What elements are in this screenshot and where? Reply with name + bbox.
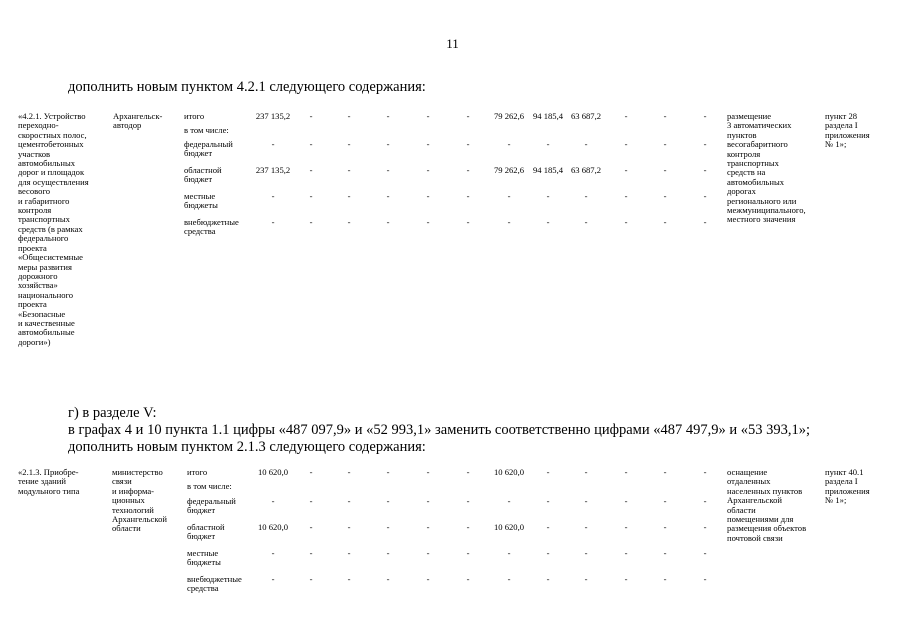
measure-name-line: «4.2.1. Устройство	[18, 111, 86, 121]
measure-name-line: проекта	[18, 299, 47, 310]
expected-result	[727, 468, 806, 543]
amount-cell: -	[386, 548, 390, 558]
amount-cell: -	[584, 496, 588, 506]
amount-cell: -	[663, 467, 667, 477]
reference-line: раздела I	[825, 476, 858, 487]
funding-source-line: средства	[184, 226, 216, 237]
amount-cell: -	[386, 496, 390, 506]
amount-cell: -	[624, 165, 628, 175]
amount-cell: -	[663, 574, 667, 584]
reference-line: № 1»;	[825, 495, 847, 506]
expected-result-line: контроля	[727, 148, 761, 159]
amount-cell: -	[703, 139, 707, 149]
funding-source-line: итого	[187, 467, 208, 477]
reference-line: приложения	[825, 485, 870, 496]
amount-cell: -	[426, 165, 430, 175]
funding-source	[187, 482, 232, 491]
amount-cell: -	[703, 496, 707, 506]
amount-cell: 94 185,4	[532, 165, 564, 175]
funding-source	[184, 192, 218, 211]
funding-source-line: в том числе:	[184, 125, 229, 135]
amount-cell: -	[271, 496, 275, 506]
amount-cell: -	[426, 111, 430, 121]
expected-result-line: местного значения	[727, 214, 796, 225]
executor-line: и информа-	[112, 485, 155, 496]
measure-name	[18, 468, 79, 496]
amount-cell: -	[347, 548, 351, 558]
amount-cell: -	[426, 217, 430, 227]
executor	[112, 468, 167, 534]
expected-result-line: регионального или	[727, 195, 797, 206]
amount-cell: -	[624, 574, 628, 584]
executor-line: автодор	[113, 120, 142, 131]
amount-cell: -	[271, 548, 275, 558]
amount-cell: -	[584, 191, 588, 201]
amount-cell: 237 135,2	[255, 111, 291, 121]
amount-cell: -	[624, 548, 628, 558]
amount-cell: -	[584, 467, 588, 477]
amount-cell: -	[703, 191, 707, 201]
amount-cell: -	[703, 548, 707, 558]
measure-name-line: весового	[18, 186, 51, 197]
amount-cell: 94 185,4	[532, 111, 564, 121]
amount-cell: -	[309, 191, 313, 201]
funding-source-line: областной	[187, 522, 225, 532]
funding-source-line: бюджеты	[184, 200, 218, 211]
amount-cell: 10 620,0	[257, 522, 289, 532]
amount-cell: -	[584, 522, 588, 532]
executor-line: министерство	[112, 467, 163, 477]
amount-cell: -	[624, 467, 628, 477]
amount-cell: -	[546, 548, 550, 558]
amount-cell: -	[663, 139, 667, 149]
amount-cell: -	[546, 217, 550, 227]
expected-result-line: размещения объектов	[727, 523, 807, 534]
reference-line: раздела I	[825, 120, 858, 131]
instruction-add-4-2-1: дополнить новым пунктом 4.2.1 следующего содержания:	[68, 79, 426, 95]
section-v-heading: г) в разделе V:	[68, 405, 157, 421]
amount-cell: -	[309, 574, 313, 584]
measure-name	[18, 112, 89, 347]
amount-cell: 79 262,6	[493, 111, 525, 121]
amount-cell: -	[309, 111, 313, 121]
amount-cell: -	[386, 467, 390, 477]
expected-result-line: весогабаритного	[727, 139, 788, 150]
reference-line: пункт 28	[825, 111, 858, 121]
funding-source-line: внебюджетные	[187, 574, 242, 584]
amount-cell: -	[624, 111, 628, 121]
amount-cell: -	[466, 165, 470, 175]
funding-source	[187, 549, 221, 568]
measure-name-line: переходно-	[18, 120, 59, 131]
funding-source	[187, 575, 242, 594]
amount-cell: -	[271, 217, 275, 227]
amount-cell: -	[546, 467, 550, 477]
amount-cell: -	[271, 191, 275, 201]
amount-cell: -	[466, 139, 470, 149]
funding-source	[187, 497, 236, 516]
measure-name-line: хозяйства»	[18, 280, 58, 291]
amount-cell: -	[663, 217, 667, 227]
expected-result-line: отдаленных	[727, 476, 771, 487]
amount-cell: -	[347, 111, 351, 121]
funding-source-line: бюджет	[187, 531, 216, 542]
expected-result-line: Архангельской	[727, 495, 782, 506]
amount-cell: -	[703, 467, 707, 477]
funding-source-line: местные	[184, 191, 216, 201]
amount-cell: -	[507, 139, 511, 149]
amount-cell: -	[347, 217, 351, 227]
amount-cell: -	[347, 467, 351, 477]
executor-line: ционных	[112, 495, 145, 506]
amount-cell: -	[703, 217, 707, 227]
amount-cell: -	[347, 496, 351, 506]
funding-source-line: средства	[187, 583, 219, 594]
expected-result-line: размещение	[727, 111, 772, 121]
funding-source	[184, 166, 222, 185]
funding-source	[184, 112, 204, 121]
amount-cell: -	[309, 165, 313, 175]
amount-cell: -	[624, 191, 628, 201]
amount-cell: 63 687,2	[570, 165, 602, 175]
amount-cell: -	[271, 139, 275, 149]
expected-result-line: 3 автоматических	[727, 120, 792, 131]
amount-cell: -	[386, 574, 390, 584]
amount-cell: -	[546, 139, 550, 149]
funding-source	[187, 468, 207, 477]
funding-source-line: бюджет	[184, 148, 213, 159]
amount-cell: -	[466, 111, 470, 121]
instruction-add-2-1-3: дополнить новым пунктом 2.1.3 следующего содержания:	[68, 439, 426, 455]
expected-result-line: межмуниципального,	[727, 205, 806, 216]
executor-line: связи	[112, 476, 132, 487]
measure-name-line: контроля	[18, 205, 52, 216]
amount-cell: -	[546, 496, 550, 506]
amount-cell: -	[507, 548, 511, 558]
measure-name-line: участков	[18, 148, 51, 159]
amount-cell: 10 620,0	[493, 467, 525, 477]
measure-name-line: цементобетонных	[18, 139, 84, 150]
executor	[113, 112, 162, 131]
expected-result-line: почтовой связи	[727, 532, 783, 543]
amount-cell: -	[663, 548, 667, 558]
measure-name-line: «Общесистемные	[18, 252, 83, 263]
measure-name-line: автомобильные	[18, 327, 75, 338]
amount-cell: 10 620,0	[257, 467, 289, 477]
expected-result-line: средств на	[727, 167, 766, 178]
measure-name-line: скоростных полос,	[18, 129, 87, 140]
funding-source-line: бюджет	[187, 505, 216, 516]
amount-cell: -	[347, 165, 351, 175]
measure-name-line: модульного типа	[18, 485, 80, 496]
amount-cell: -	[309, 496, 313, 506]
amount-cell: -	[309, 467, 313, 477]
funding-source-line: бюджет	[184, 174, 213, 185]
measure-name-line: дорожного	[18, 270, 58, 281]
amount-cell: -	[703, 165, 707, 175]
expected-result-line: области	[727, 504, 756, 515]
amount-cell: -	[386, 191, 390, 201]
amount-cell: -	[624, 139, 628, 149]
amount-cell: -	[347, 522, 351, 532]
amount-cell: -	[386, 217, 390, 227]
measure-name-line: средств (в рамках	[18, 223, 83, 234]
amount-cell: 63 687,2	[570, 111, 602, 121]
amount-cell: -	[426, 191, 430, 201]
amount-cell: -	[466, 574, 470, 584]
amount-cell: -	[663, 522, 667, 532]
measure-name-line: и габаритного	[18, 195, 70, 206]
amount-cell: -	[584, 139, 588, 149]
funding-source-line: итого	[184, 111, 205, 121]
funding-source-line: бюджеты	[187, 557, 221, 568]
amount-cell: -	[347, 191, 351, 201]
funding-source-line: областной	[184, 165, 222, 175]
amount-cell: -	[663, 111, 667, 121]
amount-cell: -	[466, 496, 470, 506]
amount-cell: -	[466, 548, 470, 558]
executor-line: Архангельской	[112, 514, 167, 525]
funding-source-line: внебюджетные	[184, 217, 239, 227]
amount-cell: -	[271, 574, 275, 584]
funding-source	[184, 126, 229, 135]
measure-name-line: дороги»)	[18, 336, 51, 347]
amount-cell: -	[703, 574, 707, 584]
measure-name-line: транспортных	[18, 214, 70, 225]
amount-cell: -	[309, 139, 313, 149]
measure-name-line: для осуществления	[18, 176, 89, 187]
amount-cell: -	[426, 522, 430, 532]
amount-cell: -	[546, 522, 550, 532]
measure-name-line: «Безопасные	[18, 308, 66, 319]
amount-cell: -	[663, 496, 667, 506]
amount-cell: -	[624, 522, 628, 532]
amount-cell: -	[507, 217, 511, 227]
reference	[825, 112, 870, 150]
expected-result-line: пунктов	[727, 129, 757, 140]
funding-source	[184, 140, 233, 159]
expected-result-line: населенных пунктов	[727, 485, 803, 496]
amount-cell: -	[507, 496, 511, 506]
funding-source-line: местные	[187, 548, 219, 558]
reference-line: приложения	[825, 129, 870, 140]
amount-cell: -	[347, 139, 351, 149]
page-number: 11	[446, 36, 459, 51]
amount-cell: -	[426, 574, 430, 584]
amount-cell: -	[386, 139, 390, 149]
expected-result	[727, 112, 806, 225]
amount-cell: -	[663, 165, 667, 175]
expected-result-line: автомобильных	[727, 176, 785, 187]
measure-name-line: тение зданий	[18, 476, 66, 487]
amount-cell: -	[584, 548, 588, 558]
measure-name-line: национального	[18, 289, 74, 300]
measure-name-line: проекта	[18, 242, 47, 253]
funding-source	[187, 523, 225, 542]
reference	[825, 468, 870, 506]
amount-cell: -	[624, 217, 628, 227]
funding-source-line: федеральный	[187, 496, 236, 506]
executor-line: области	[112, 523, 141, 534]
amount-cell: -	[386, 522, 390, 532]
measure-name-line: федерального	[18, 233, 69, 244]
measure-name-line: автомобильных	[18, 158, 76, 169]
amount-cell: -	[309, 548, 313, 558]
amount-cell: 79 262,6	[493, 165, 525, 175]
amount-cell: -	[386, 111, 390, 121]
amount-cell: -	[584, 574, 588, 584]
amount-cell: -	[507, 574, 511, 584]
amount-cell: -	[347, 574, 351, 584]
amount-cell: -	[546, 191, 550, 201]
amount-cell: -	[309, 217, 313, 227]
amount-cell: -	[546, 574, 550, 584]
measure-name-line: и качественные	[18, 317, 75, 328]
expected-result-line: помещениями для	[727, 514, 794, 525]
amount-cell: -	[466, 467, 470, 477]
reference-line: № 1»;	[825, 139, 847, 150]
expected-result-line: дорогах	[727, 186, 756, 197]
amount-cell: -	[426, 467, 430, 477]
executor-line: технологий	[112, 504, 154, 515]
amount-cell: -	[426, 548, 430, 558]
amount-cell: -	[466, 522, 470, 532]
measure-name-line: меры развития	[18, 261, 72, 272]
instruction-replace-figures: в графах 4 и 10 пункта 1.1 цифры «487 097,9» и «52 993,1» заменить соответственно цифрами «487 497,9» и «53 393,1»;	[68, 422, 811, 438]
amount-cell: -	[703, 111, 707, 121]
amount-cell: -	[309, 522, 313, 532]
amount-cell: -	[426, 496, 430, 506]
measure-name-line: «2.1.3. Приобре-	[18, 467, 79, 477]
amount-cell: 237 135,2	[255, 165, 291, 175]
executor-line: Архангельск-	[113, 111, 163, 121]
amount-cell: -	[426, 139, 430, 149]
amount-cell: -	[386, 165, 390, 175]
amount-cell: 10 620,0	[493, 522, 525, 532]
expected-result-line: оснащение	[727, 467, 768, 477]
amount-cell: -	[466, 217, 470, 227]
amount-cell: -	[663, 191, 667, 201]
funding-source	[184, 218, 239, 237]
amount-cell: -	[507, 191, 511, 201]
expected-result-line: транспортных	[727, 158, 779, 169]
measure-name-line: дорог и площадок	[18, 167, 85, 178]
amount-cell: -	[703, 522, 707, 532]
amount-cell: -	[466, 191, 470, 201]
reference-line: пункт 40.1	[825, 467, 864, 477]
funding-source-line: федеральный	[184, 139, 233, 149]
amount-cell: -	[624, 496, 628, 506]
amount-cell: -	[584, 217, 588, 227]
funding-source-line: в том числе:	[187, 481, 232, 491]
